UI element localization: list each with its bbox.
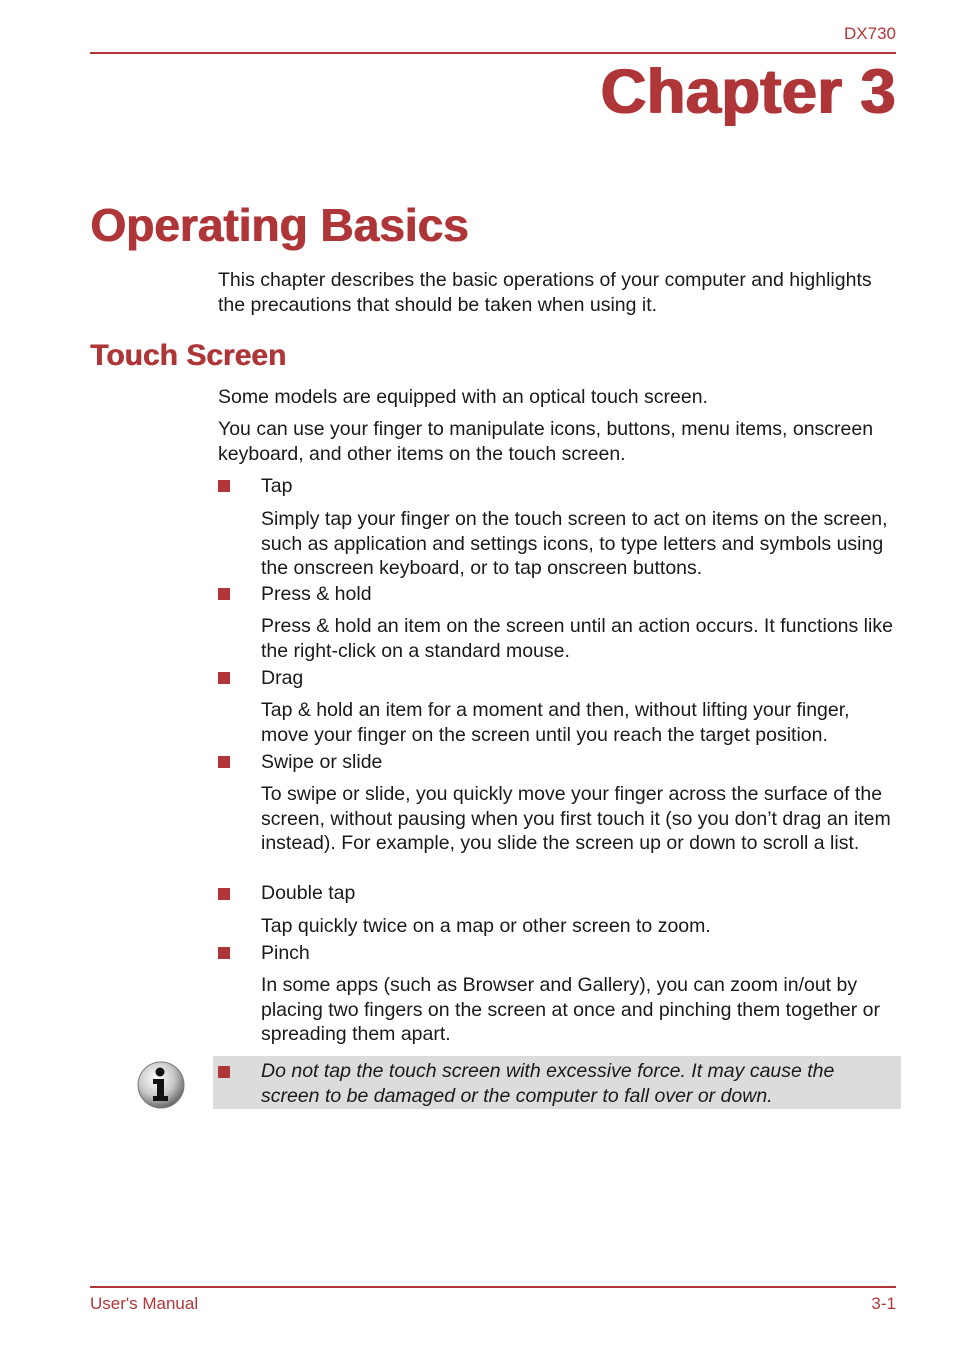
header-model: DX730 bbox=[844, 24, 896, 43]
footer-page-number: 3-1 bbox=[871, 1294, 896, 1313]
item-label-press-hold: Press & hold bbox=[261, 583, 372, 605]
item-desc-press-hold: Press & hold an item on the screen until an action occurs. It functions like the right-click on a standard mouse. bbox=[261, 615, 893, 662]
touch-screen-para1: Some models are equipped with an optical touch screen. bbox=[218, 386, 708, 408]
item-desc-pinch: In some apps (such as Browser and Gallery), you can zoom in/out by placing two fingers on the screen at once and pinching them together or spreading them apart. bbox=[261, 974, 880, 1045]
footer-manual-label: User's Manual bbox=[90, 1294, 199, 1313]
touch-screen-para2: You can use your finger to manipulate icons, buttons, menu items, onscreen keyboard, and other items on the touch screen. bbox=[218, 418, 874, 465]
bullet-icon bbox=[218, 588, 230, 600]
bullet-icon bbox=[218, 756, 230, 768]
bullet-icon bbox=[218, 1066, 230, 1078]
note-text: Do not tap the touch screen with excessive force. It may cause the screen to be damaged or the computer to fall over or down. bbox=[261, 1060, 835, 1107]
item-label-pinch: Pinch bbox=[261, 942, 310, 964]
info-icon bbox=[136, 1060, 186, 1110]
footer-rule bbox=[90, 1286, 896, 1288]
item-label-drag: Drag bbox=[261, 667, 304, 689]
bullet-icon bbox=[218, 672, 230, 684]
bullet-icon bbox=[218, 480, 230, 492]
item-desc-drag: Tap & hold an item for a moment and then, without lifting your finger, move your finger on the screen until you reach the target position. bbox=[261, 699, 850, 746]
item-desc-tap: Simply tap your finger on the touch screen to act on items on the screen, such as application and settings icons, to type letters and symbols using the onscreen keyboard, or to tap onscreen buttons. bbox=[261, 508, 888, 579]
item-label-double-tap: Double tap bbox=[261, 882, 356, 904]
section-intro: This chapter describes the basic operations of your computer and highlights the precautions that should be taken when using it. bbox=[218, 269, 872, 316]
bullet-icon bbox=[218, 888, 230, 900]
item-desc-swipe: To swipe or slide, you quickly move your finger across the surface of the screen, without pausing when you first touch it (so you don’t drag an item instead). For example, you slide the screen up or down to scroll a list. bbox=[261, 783, 891, 854]
section-title: Operating Basics bbox=[90, 199, 469, 251]
bullet-icon bbox=[218, 947, 230, 959]
item-desc-double-tap: Tap quickly twice on a map or other screen to zoom. bbox=[261, 915, 711, 937]
touch-screen-heading: Touch Screen bbox=[90, 339, 287, 372]
header-rule bbox=[90, 52, 896, 54]
chapter-title: Chapter 3 bbox=[600, 57, 896, 127]
item-label-swipe: Swipe or slide bbox=[261, 751, 383, 773]
item-label-tap: Tap bbox=[261, 475, 293, 497]
